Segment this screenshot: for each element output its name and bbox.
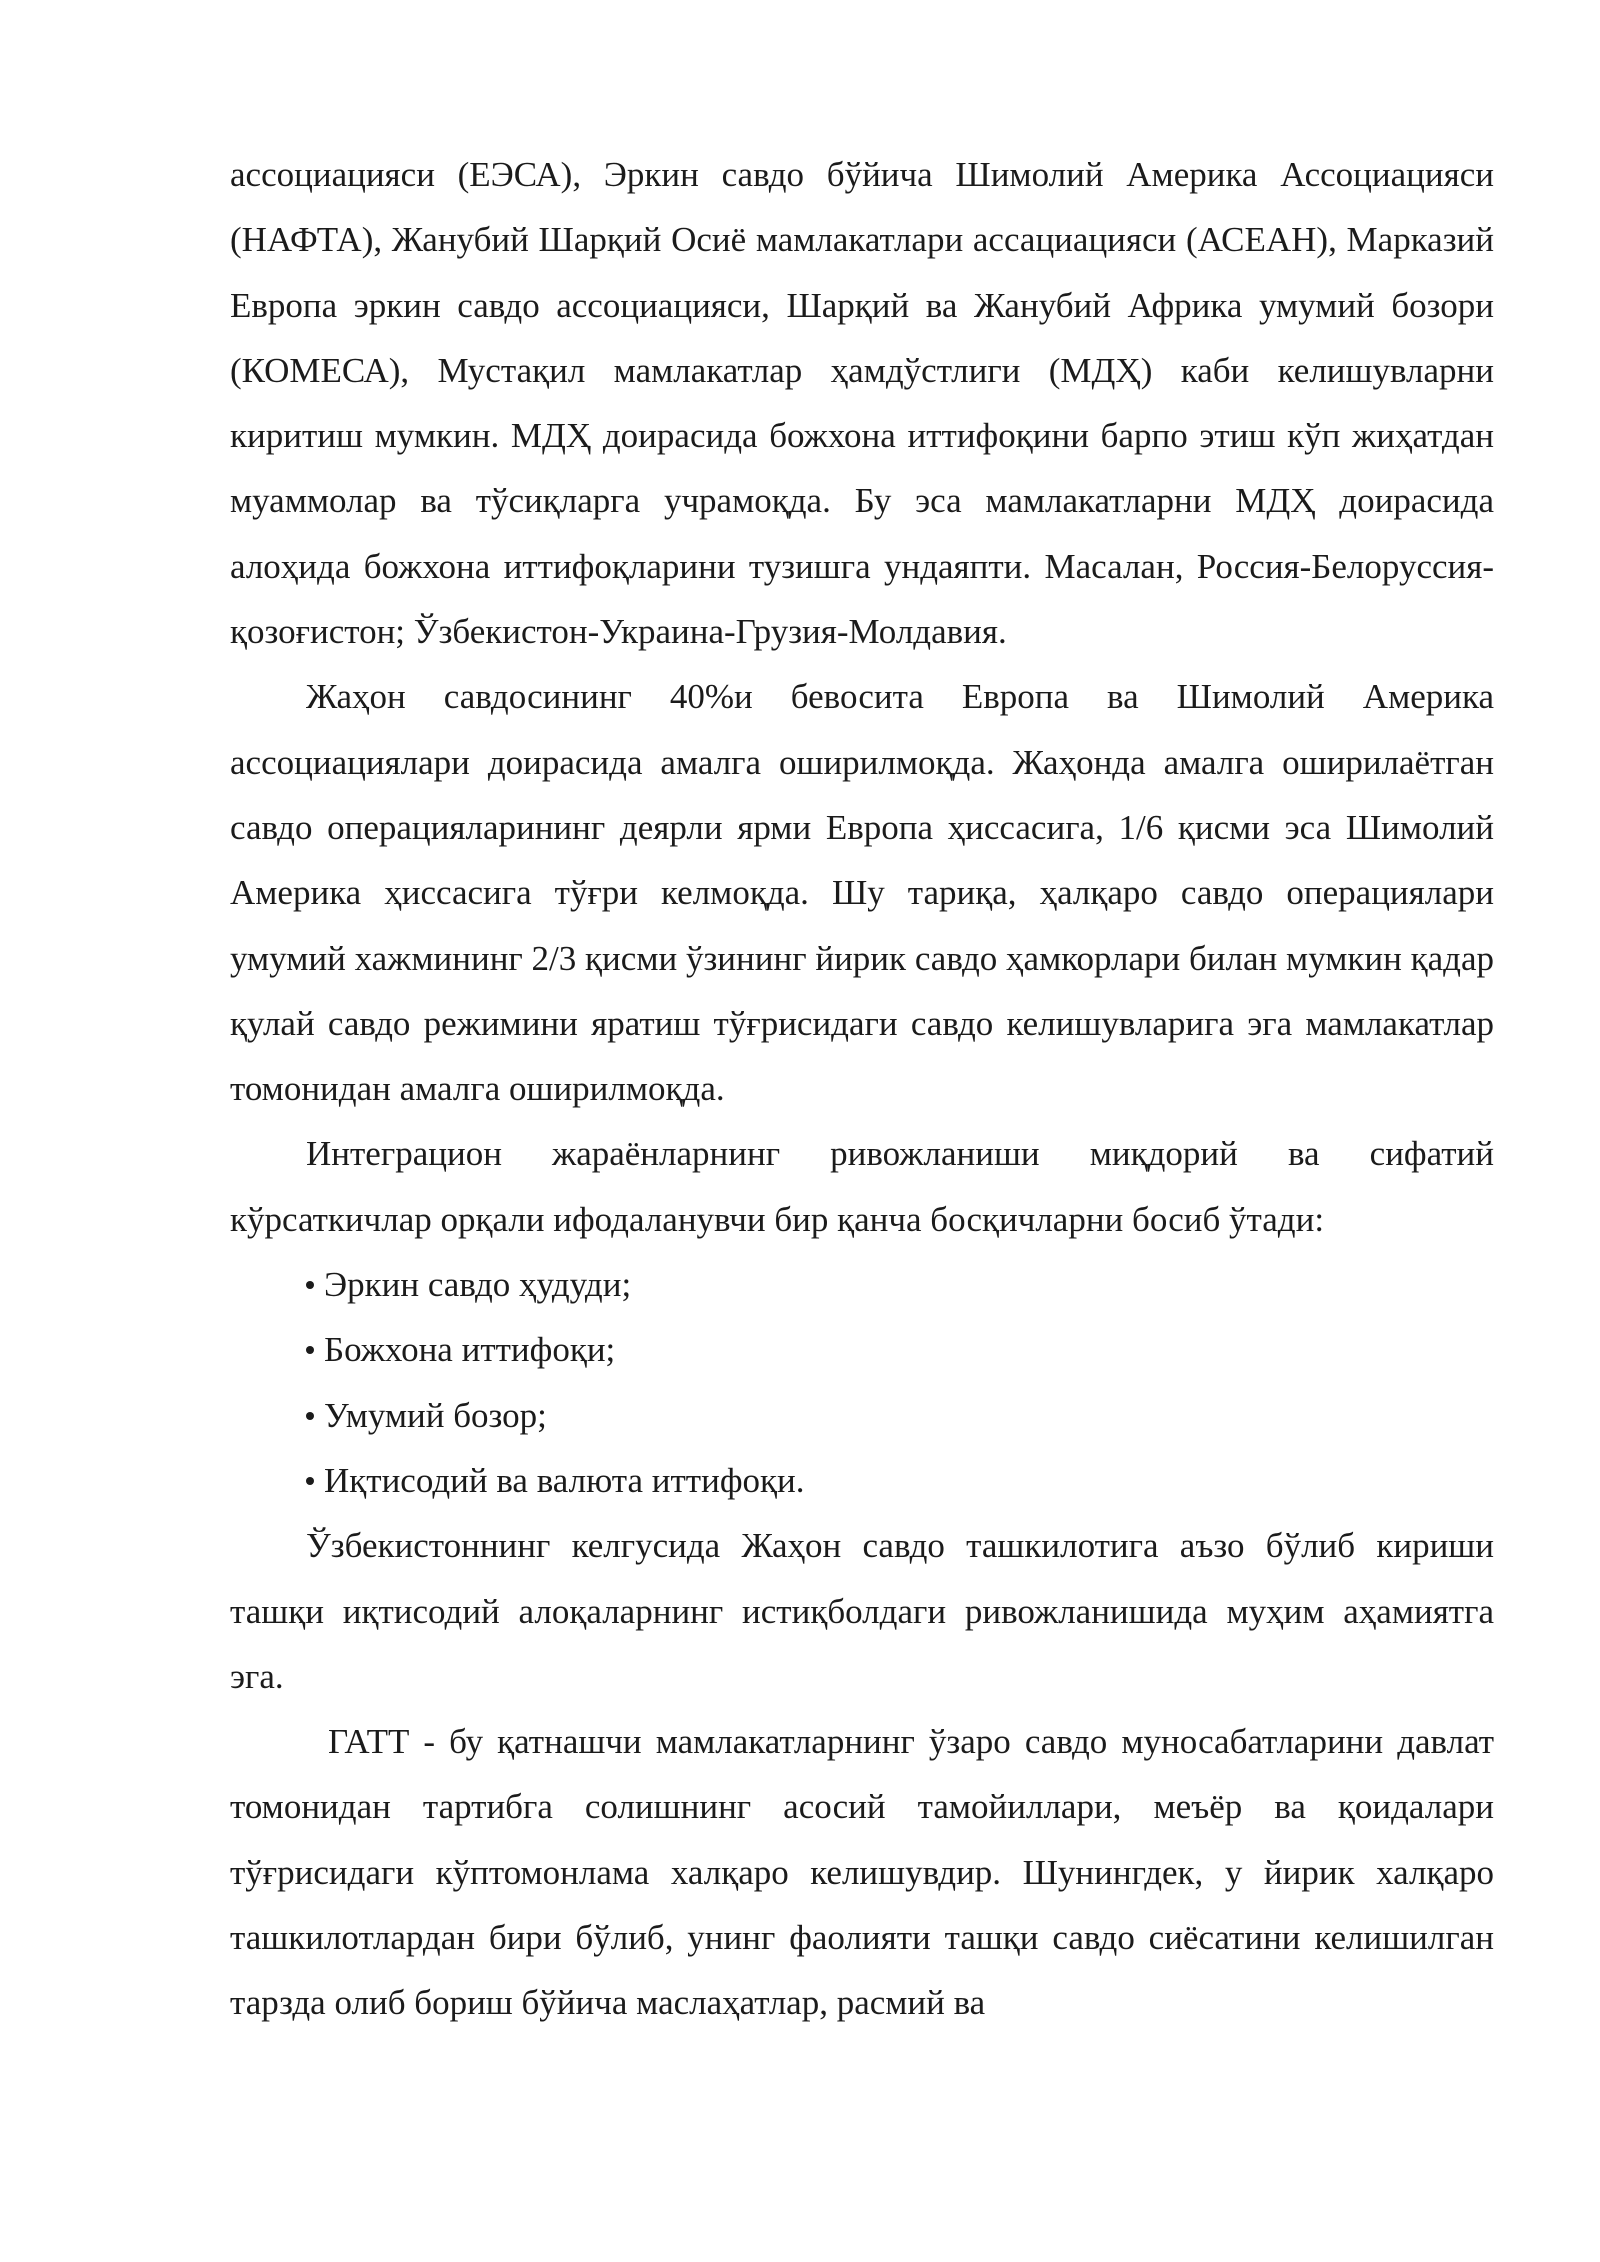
list-item-text: Умумий бозор;	[324, 1395, 547, 1435]
bullet-icon	[306, 1281, 314, 1289]
list-item	[306, 1448, 1494, 1513]
list-item	[306, 1252, 1494, 1317]
paragraph-uzbekistan-wto: Ўзбекистоннинг келгусида Жаҳон савдо ташкилотига аъзо бўлиб кириши ташқи иқтисодий алоқаларнинг истиқболдаги ривожланишида муҳим аҳамиятга эга.	[230, 1526, 1494, 1696]
paragraph-integration-agreements: ассоциацияси (ЕЭСА), Эркин савдо бўйича Шимолий Америка Ассоциацияси (НАФТА), Жанубий Шарқий Осиё мамлакатлари ассациацияси (АСЕАН), Марказий Европа эркин савдо ассоциацияси, Шарқий ва Жанубий Африка умумий бозори (КОМЕСА), Мустақил мамлакатлар ҳамдўстлиги (МДҲ) каби келишувларни киритиш мумкин. МДҲ доирасида божхона иттифоқини барпо этиш кўп жиҳатдан муаммолар ва тўсиқларга учрамоқда. Бу эса мамлакатларни МДҲ доирасида алоҳида божхона иттифоқларини тузишга ундаяпти. Масалан, Россия-Белоруссия-қозоғистон; Ўзбекистон-Украина-Грузия-Молдавия.	[230, 155, 1494, 652]
bullet-icon	[306, 1346, 314, 1354]
list-item	[306, 1317, 1494, 1382]
list-item	[306, 1383, 1494, 1448]
bullet-icon	[306, 1412, 314, 1420]
list-item-text: Иқтисодий ва валюта иттифоқи.	[324, 1460, 805, 1500]
paragraph-integration-stages: Интеграцион жараёнларнинг ривожланиши миқдорий ва сифатий кўрсаткичлар орқали ифодаланувчи бир қанча босқичларни босиб ўтади:	[230, 1134, 1494, 1239]
paragraph-world-trade-share: Жаҳон савдосининг 40%и бевосита Европа ва Шимолий Америка ассоциациялари доирасида амалга оширилмоқда. Жаҳонда амалга оширилаётган савдо операцияларининг деярли ярми Европа ҳиссасига, 1/6 қисми эса Шимолий Америка ҳиссасига тўғри келмоқда. Шу тариқа, ҳалқаро савдо операциялари умумий хажмининг 2/3 қисми ўзининг йирик савдо ҳамкорлари билан мумкин қадар қулай савдо режимини яратиш тўғрисидаги савдо келишувларига эга мамлакатлар томонидан амалга оширилмоқда.	[230, 677, 1494, 1109]
list-item-text: Божхона иттифоқи;	[324, 1330, 616, 1370]
stages-list	[230, 1252, 1494, 1513]
paragraph-gatt-definition: ГАТТ - бу қатнашчи мамлакатларнинг ўзаро савдо муносабатларини давлат томонидан тартибга солишнинг асосий тамойиллари, меъёр ва қоидалари тўғрисидаги кўптомонлама халқаро келишувдир. Шунингдек, у йирик халқаро ташкилотлардан бири бўлиб, унинг фаолияти ташқи савдо сиёсатини келишилган тарзда олиб бориш бўйича маслаҳатлар, расмий ва	[230, 1722, 1494, 2023]
document-body	[230, 142, 1494, 2036]
bullet-icon	[306, 1477, 314, 1485]
list-item-text: Эркин савдо ҳудуди;	[324, 1265, 632, 1305]
